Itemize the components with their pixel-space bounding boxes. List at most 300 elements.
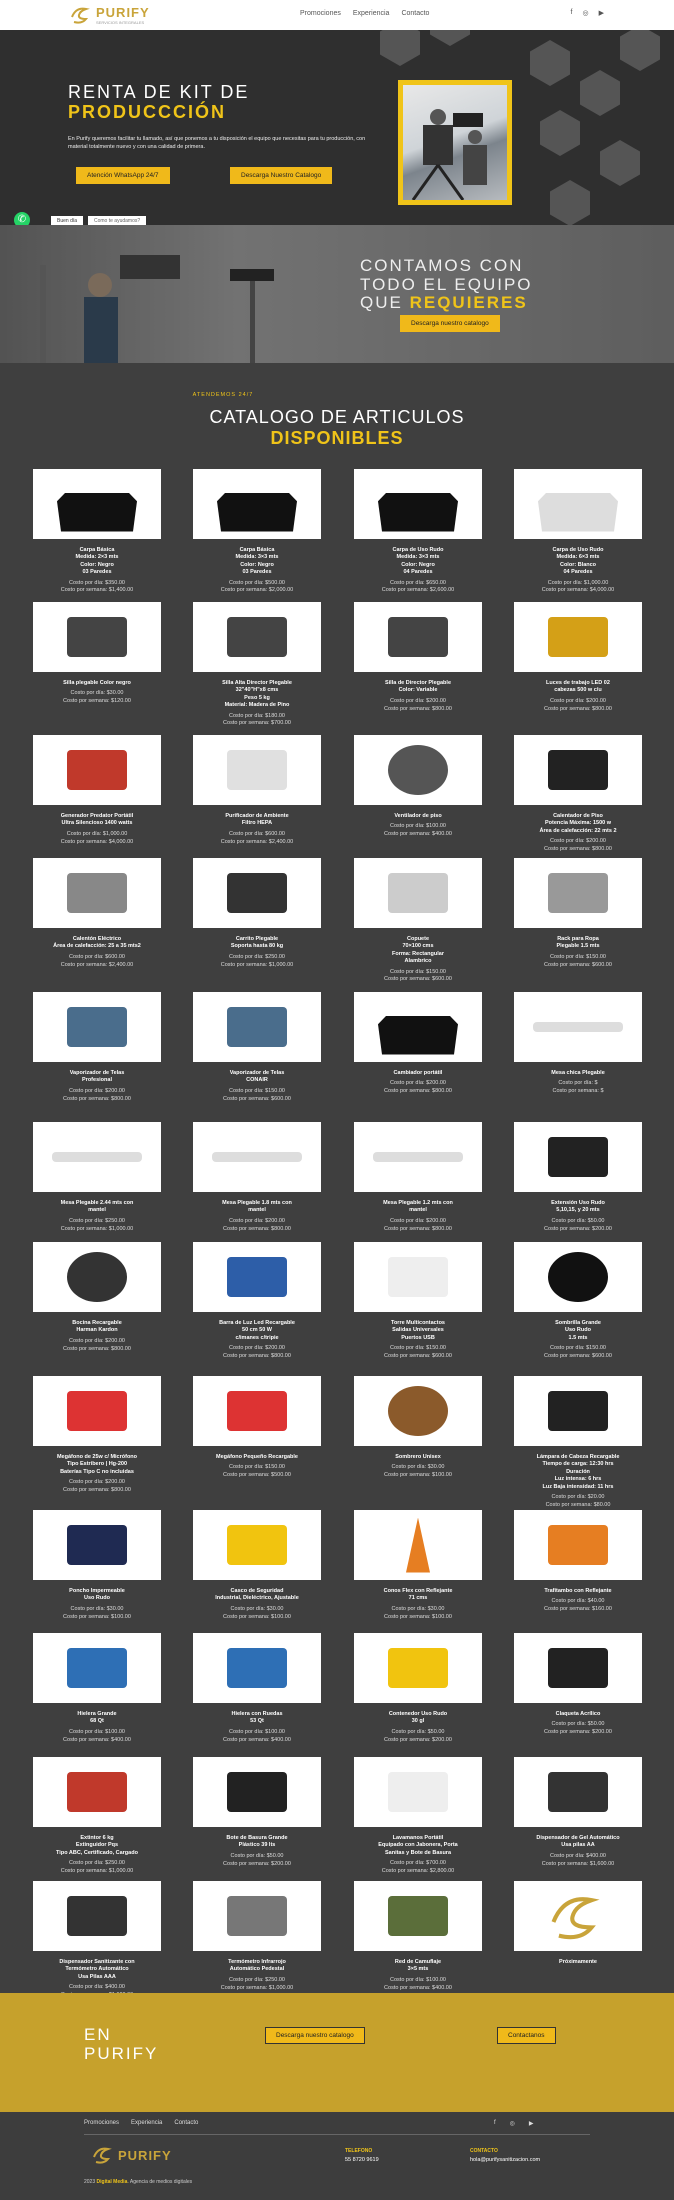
item-image <box>354 1757 482 1827</box>
catalog-item <box>33 1633 161 1744</box>
catalog-item <box>193 1242 321 1361</box>
catalog-item <box>193 1633 321 1744</box>
catalog-item <box>354 1757 482 1876</box>
item-price: Costo por día: $150.00 Costo por semana: $600.00 <box>384 968 452 983</box>
catalog-item <box>33 1881 161 2000</box>
facebook-icon[interactable]: f <box>494 2120 496 2126</box>
facebook-icon[interactable]: f <box>570 9 573 16</box>
item-image <box>33 469 161 539</box>
drum-icon <box>548 1525 608 1565</box>
catalog-item <box>354 858 482 984</box>
brand-name: PURIFY <box>96 5 150 20</box>
hex-decor <box>550 180 590 225</box>
box-icon <box>388 1648 448 1688</box>
catalog-subtitle: DISPONIBLES <box>270 428 404 448</box>
table-icon <box>212 1152 302 1162</box>
item-name: Carpa Básica Medida: 3×3 mts Color: Negro 03 Paredes <box>235 547 279 576</box>
item-image <box>514 1122 642 1192</box>
heater-icon <box>548 750 608 790</box>
youtube-icon[interactable]: ▶ <box>528 2121 534 2127</box>
footer-divider <box>84 2134 590 2135</box>
light-icon <box>548 617 608 657</box>
hero-photo <box>398 80 512 205</box>
cone-icon <box>398 1518 438 1573</box>
item-price: Costo por día: $400.00 Costo por semana: $1,600.00 <box>541 1852 615 1867</box>
hex-decor <box>600 140 640 186</box>
chair-icon <box>67 617 127 657</box>
item-image <box>193 992 321 1062</box>
item-price: Costo por día: $30.00 Costo por semana: $100.00 <box>223 1605 291 1620</box>
cart-icon <box>227 873 287 913</box>
gel-icon <box>67 1896 127 1936</box>
item-image <box>193 1242 321 1312</box>
helmet-icon <box>227 1525 287 1565</box>
item-image <box>514 735 642 805</box>
cooler-icon <box>227 1648 287 1688</box>
item-price: Costo por día: $250.00 Costo por semana: $1,000.00 <box>220 1976 294 1991</box>
chair-icon <box>227 617 287 657</box>
item-name: Poncho Impermeable Uso Rudo <box>69 1588 125 1602</box>
item-name: Generador Predator Portátil Ultra Silencioso 1400 watts <box>60 813 134 827</box>
item-price: Costo por día: $100.00 Costo por semana: $400.00 <box>384 823 452 838</box>
film-crew-image <box>403 85 507 200</box>
equipment-banner <box>0 225 674 363</box>
catalog-item <box>514 1376 642 1509</box>
item-name: Termómetro Infrarrojo Automático Pedestal <box>228 1959 286 1973</box>
catalog-item <box>193 469 321 595</box>
item-name: Megáfono de 25w c/ Micrófono Tipo Estribero | Hg-200 Baterías Tipo C no incluidas <box>56 1454 138 1475</box>
catalog-item <box>193 992 321 1103</box>
footer-brand: PURIFY <box>118 2147 172 2163</box>
ext-icon <box>67 1772 127 1812</box>
catalog-item <box>33 1757 161 1876</box>
net-icon <box>388 1896 448 1936</box>
item-name: Purificador de Ambiente Filtro HEPA <box>225 813 289 827</box>
item-price: Costo por día: $650.00 Costo por semana: $2,600.00 <box>381 579 455 594</box>
item-name: Mesa Plegable 1.8 mts con mantel <box>222 1200 292 1214</box>
bin-icon <box>227 1772 287 1812</box>
item-name: Extensión Uso Rudo 5,10,15, y 20 mts <box>551 1200 605 1214</box>
item-price: Costo por día: $600.00 Costo por semana: $2,400.00 <box>60 953 134 968</box>
hex-decor <box>430 30 470 46</box>
catalog-item <box>33 602 161 706</box>
item-name: Hielera Grande 68 Qt <box>77 1711 117 1725</box>
catalog-item <box>354 1376 482 1480</box>
catalog-item <box>193 1376 321 1480</box>
item-price: Costo por día: $250.00 Costo por semana: $1,000.00 <box>60 1860 134 1874</box>
umbrella-icon <box>548 1252 608 1302</box>
catalog-item <box>354 602 482 713</box>
footer-link-experiencia[interactable]: Experiencia <box>131 2120 163 2126</box>
footer-social <box>494 2120 534 2127</box>
catalog-item <box>193 1510 321 1621</box>
item-price: Costo por día: $20.00 Costo por semana: $80.00 <box>545 1494 611 1508</box>
cta-heading: EN PURIFY <box>84 2025 159 2063</box>
clap-icon <box>548 1648 608 1688</box>
hex-decor <box>580 70 620 116</box>
catalog-item <box>193 735 321 846</box>
item-name: Silla de Director Plegable Color: Variable <box>384 680 452 694</box>
banner-line2: TODO EL EQUIPO <box>360 274 533 294</box>
item-name: Barra de Luz Led Recargable 50 cm 50 W c/imanes c/tripie <box>219 1320 295 1341</box>
item-name: Carpa Básica Medida: 2×3 mts Color: Negro 03 Paredes <box>75 547 119 576</box>
hex-decor <box>530 40 570 86</box>
item-price: Costo por día: $150.00 Costo por semana: $600.00 <box>544 953 612 968</box>
item-name: Rack para Ropa Plegable 1.5 mts <box>556 936 600 950</box>
footer-phone: TELEFONO 55 8720 9619 <box>345 2148 379 2163</box>
item-image <box>193 858 321 928</box>
brand-logo[interactable] <box>70 5 150 25</box>
whatsapp-icon[interactable]: ✆ <box>14 212 30 225</box>
catalog-item <box>514 1881 642 1969</box>
banner-heading <box>360 257 533 313</box>
item-name: Red de Camuflaje 3×5 mts <box>394 1959 442 1973</box>
item-image <box>33 1510 161 1580</box>
item-price: Costo por día: $200.00 Costo por semana: $800.00 <box>223 1217 291 1232</box>
brand-sub: SERVICIOS INTEGRALES <box>96 20 145 25</box>
catalog-item <box>354 735 482 839</box>
item-image <box>354 1376 482 1446</box>
item-image <box>354 1122 482 1192</box>
item-price: Costo por día: $50.00 Costo por semana: $200.00 <box>384 1728 452 1743</box>
item-price: Costo por día: $ Costo por semana: $ <box>552 1080 604 1095</box>
item-price: Costo por día: $200.00 Costo por semana: $800.00 <box>384 1080 452 1095</box>
menu-promociones[interactable]: Promociones <box>300 10 341 17</box>
item-image <box>514 992 642 1062</box>
catalog-item <box>354 1242 482 1361</box>
item-price: Costo por día: $150.00 Costo por semana: $500.00 <box>223 1464 291 1479</box>
banner-line3: QUE REQUIERES <box>360 293 528 313</box>
item-name: Lámpara de Cabeza Recargable Tiempo de carga: 12:30 hrs Duración Luz intensa: 6 hrs Luz Baja intensidad: 11 hrs <box>536 1454 620 1490</box>
heater2-icon <box>67 873 127 913</box>
item-price: Costo por día: $180.00 Costo por semana: $700.00 <box>223 712 291 727</box>
hex-decor <box>380 30 420 66</box>
item-price: Costo por día: $400.00 <box>69 1984 125 1991</box>
chair-icon <box>388 617 448 657</box>
fan-icon <box>388 745 448 795</box>
item-image <box>514 469 642 539</box>
item-name: Copuete 70×100 cms Forma: Rectangular Alambrico <box>392 936 444 965</box>
footer-logo[interactable] <box>92 2145 172 2165</box>
bar-icon <box>227 1257 287 1297</box>
item-image <box>354 1633 482 1703</box>
reel-icon <box>548 1137 608 1177</box>
footer-link-promociones[interactable]: Promociones <box>84 2120 120 2126</box>
steamer-icon <box>227 1007 287 1047</box>
item-image <box>33 992 161 1062</box>
top-nav <box>0 0 674 30</box>
item-name: Hielera con Ruedas 53 Qt <box>231 1711 283 1725</box>
item-name: Contenedor Uso Rudo 30 gl <box>388 1711 448 1725</box>
catalog-item <box>33 735 161 846</box>
youtube-icon[interactable]: ▶ <box>598 10 604 17</box>
item-image <box>514 1881 642 1951</box>
item-image <box>193 735 321 805</box>
cooler-icon <box>67 1648 127 1688</box>
whatsapp-prompt[interactable]: Como te ayudamos? <box>88 216 146 225</box>
download-catalog-button[interactable]: Descarga Nuestro Catalogo <box>230 167 332 184</box>
table-icon <box>533 1022 623 1032</box>
catalog-eyebrow: ATENDEMOS 24/7 <box>192 392 254 398</box>
item-image <box>33 602 161 672</box>
catalog-item <box>514 1242 642 1361</box>
item-image <box>193 1757 321 1827</box>
catalog-item <box>514 735 642 854</box>
item-price: Costo por día: $250.00 Costo por semana: $1,000.00 <box>220 953 294 968</box>
footer-email[interactable]: hola@purifysanitizacion.com <box>470 2156 541 2163</box>
catalog-item <box>33 1376 161 1495</box>
item-image <box>514 858 642 928</box>
banner-line1: CONTAMOS CON <box>360 256 524 275</box>
item-image <box>33 858 161 928</box>
item-name: Sombrero Unisex <box>395 1454 441 1460</box>
item-name: Dispensador de Gel Automático Usa pilas AA <box>536 1835 620 1849</box>
cta-band <box>0 1993 674 2112</box>
item-price: Costo por día: $150.00 Costo por semana: $600.00 <box>384 1345 452 1359</box>
cta-contact-button[interactable]: Contactanos <box>497 2027 556 2044</box>
catalog-item <box>514 469 642 595</box>
instagram-icon[interactable]: ◎ <box>509 2121 515 2127</box>
item-price: Costo por día: $100.00 Costo por semana: $400.00 <box>384 1976 452 1991</box>
table-icon <box>373 1152 463 1162</box>
item-price: Costo por día: $150.00 Costo por semana: $600.00 <box>223 1087 291 1102</box>
catalog-item <box>514 858 642 969</box>
catalog-item <box>354 1122 482 1233</box>
footer-link-contacto[interactable]: Contacto <box>174 2120 199 2126</box>
item-name: Carpa de Uso Rudo Medida: 6×3 mts Color: Blanco 04 Paredes <box>552 547 604 576</box>
catalog-item <box>514 1633 642 1737</box>
catalog-item <box>354 469 482 595</box>
item-image <box>33 1376 161 1446</box>
item-price: Costo por día: $200.00 Costo por semana: $800.00 <box>63 1087 131 1102</box>
item-name: Extintor 6 kg Extinguidor Pqs Tipo ABC, Certificado, Cargado <box>56 1835 138 1856</box>
item-name: Vaporizador de Telas Profesional <box>69 1070 125 1084</box>
item-image <box>193 1376 321 1446</box>
logo-mark-icon <box>548 1889 608 1944</box>
tent-icon <box>57 477 137 532</box>
item-image <box>354 602 482 672</box>
item-image <box>33 1122 161 1192</box>
item-price: Costo por día: $500.00 Costo por semana: $2,000.00 <box>220 579 294 594</box>
tent-icon <box>217 477 297 532</box>
catalog-item <box>514 602 642 713</box>
item-price: Costo por día: $700.00 Costo por semana: $2,800.00 <box>381 1860 455 1874</box>
item-name: Próximamente <box>559 1959 597 1965</box>
item-image <box>33 1242 161 1312</box>
item-price: Costo por día: $350.00 Costo por semana: $1,400.00 <box>60 579 134 594</box>
item-image <box>193 1510 321 1580</box>
item-image <box>354 1510 482 1580</box>
whatsapp-greeting[interactable]: Buen día <box>51 216 83 225</box>
catalog-item <box>193 1122 321 1233</box>
menu-experiencia[interactable]: Experiencia <box>352 10 390 17</box>
item-image <box>33 1757 161 1827</box>
rack-icon <box>548 873 608 913</box>
logo-mark-icon <box>70 5 92 25</box>
item-name: Carrito Plegable Soporta hasta 80 kg <box>230 936 284 950</box>
megaphone-icon <box>67 1391 127 1431</box>
item-image <box>514 1242 642 1312</box>
item-image <box>354 858 482 928</box>
hero-text: En Purify queremos facilitar tu llamado, así que ponemos a tu disposición el equipo que necesitas para tu producción, con material totalmente nuevo y con una calidad de primera. <box>68 136 366 150</box>
cta-download-button[interactable]: Descarga nuestro catalogo <box>265 2027 365 2044</box>
item-price: Costo por día: $50.00 Costo por semana: $200.00 <box>544 1217 612 1232</box>
steamer-icon <box>67 1007 127 1047</box>
item-price: Costo por día: $1,000.00 Costo por semana: $4,000.00 <box>60 830 134 845</box>
hero-title-line1: RENTA DE KIT DE <box>68 82 250 102</box>
gen-icon <box>67 750 127 790</box>
hex-decor <box>620 30 660 71</box>
catalog-title: CATALOGO DE ARTICULOS <box>209 407 465 427</box>
item-image <box>33 1881 161 1951</box>
item-image <box>193 1633 321 1703</box>
gel-icon <box>548 1772 608 1812</box>
catalog-item <box>193 858 321 969</box>
item-price: Costo por día: $250.00 Costo por semana: $1,000.00 <box>60 1217 134 1232</box>
item-image <box>354 469 482 539</box>
thermo-icon <box>227 1896 287 1936</box>
item-price: Costo por día: $30.00 Costo por semana: $100.00 <box>384 1464 452 1479</box>
lamp-icon <box>548 1391 608 1431</box>
catalog-item <box>33 469 161 595</box>
hero-title-line2: PRODUCCCIÓN <box>68 102 227 122</box>
hero-section <box>0 30 674 225</box>
footer-contact: CONTACTO hola@purifysanitizacion.com <box>470 2148 541 2163</box>
catalog-item <box>193 602 321 728</box>
instagram-icon[interactable]: ◎ <box>582 10 589 17</box>
tent-icon <box>378 1000 458 1055</box>
social-links <box>571 9 604 17</box>
item-name: Casco de Seguridad Industrial, Dieléctrico, Ajustable <box>215 1588 299 1602</box>
item-image <box>514 1376 642 1446</box>
item-price: Costo por día: $150.00 Costo por semana: $600.00 <box>544 1345 612 1359</box>
item-price: Costo por día: $200.00 Costo por semana: $800.00 <box>63 1337 131 1352</box>
item-name: Dispensador Sanitizante con Termómetro Automático Usa Pilas AAA <box>59 1959 135 1980</box>
catalog-section <box>0 392 674 1991</box>
catalog-grid <box>0 449 674 1991</box>
table-icon <box>52 1152 142 1162</box>
catalog-item <box>33 858 161 969</box>
catalog-item <box>193 1881 321 1992</box>
item-price: Costo por día: $30.00 Costo por semana: $100.00 <box>384 1605 452 1620</box>
catalog-item <box>33 1242 161 1353</box>
hat-icon <box>388 1386 448 1436</box>
catalog-item <box>354 1633 482 1744</box>
main-menu <box>300 10 429 17</box>
hex-decor <box>540 110 580 156</box>
item-name: Claqueta Acrílico <box>555 1711 601 1717</box>
item-name: Conos Flex con Reflejante 71 cms <box>383 1588 453 1602</box>
item-image <box>33 735 161 805</box>
footer <box>0 2112 674 2200</box>
item-name: Torre Multicontactos Salidas Universales Puertos USB <box>391 1320 445 1341</box>
item-price: Costo por día: $50.00 Costo por semana: $200.00 <box>223 1852 291 1867</box>
catalog-item <box>354 992 482 1096</box>
item-name: Mesa Plegable 2.44 mts con mantel <box>60 1200 134 1214</box>
catalog-item <box>33 992 161 1103</box>
item-name: Luces de trabajo LED 02 cabezas 500 w c/u <box>546 680 610 694</box>
poncho-icon <box>67 1525 127 1565</box>
tent-white-icon <box>538 477 618 532</box>
item-name: Mesa Plegable 1.2 mts con mantel <box>383 1200 453 1214</box>
catalog-item <box>33 1122 161 1233</box>
item-name: Silla Alta Director Plegable 32"40"H"x8 cms Peso 5 kg Material: Madera de Pino <box>222 680 292 709</box>
item-image <box>354 992 482 1062</box>
item-name: Silla plegable Color negro <box>63 680 131 686</box>
item-price: Costo por día: $200.00 Costo por semana: $800.00 <box>544 838 612 852</box>
catalog-item <box>193 1757 321 1868</box>
item-name: Calentón Eléctrico Área de calefacción: 25 a 35 mts2 <box>53 936 141 950</box>
item-price: Costo por día: $200.00 Costo por semana: $800.00 <box>544 697 612 712</box>
item-name: Cambiador portátil <box>393 1070 443 1076</box>
catalog-item <box>514 1757 642 1868</box>
item-name: Carpa de Uso Rudo Medida: 3×3 mts Color: Negro 04 Paredes <box>392 547 444 576</box>
item-name: Ventilador de piso <box>394 813 442 819</box>
catalog-item <box>514 992 642 1096</box>
item-name: Mesa chica Plegable <box>551 1070 605 1076</box>
item-price: Costo por día: $100.00 Costo por semana: $400.00 <box>223 1728 291 1743</box>
item-image <box>354 1881 482 1951</box>
item-image <box>514 1510 642 1580</box>
item-name: Bocina Recargable Harman Kardon <box>72 1320 122 1334</box>
purifier-icon <box>227 750 287 790</box>
catalog-item <box>514 1510 642 1614</box>
megaphone-icon <box>227 1391 287 1431</box>
catalog-item <box>33 1510 161 1621</box>
speaker-icon <box>67 1252 127 1302</box>
item-image <box>354 735 482 805</box>
item-name: Sombrilla Grande Uso Rudo 1.5 mts <box>555 1320 601 1341</box>
copyright: 2023 Digital Media. Agencia de medios digitales <box>84 2179 193 2185</box>
item-price: Costo por día: $1,000.00 Costo por semana: $4,000.00 <box>541 579 615 594</box>
item-image <box>514 1757 642 1827</box>
item-image <box>514 1633 642 1703</box>
item-name: Bote de Basura Grande Plástico 39 lts <box>226 1835 288 1849</box>
tent-icon <box>378 477 458 532</box>
item-price: Costo por día: $50.00 Costo por semana: $200.00 <box>544 1721 612 1736</box>
banner-download-button[interactable]: Descarga nuestro catalogo <box>400 315 500 332</box>
whatsapp-button[interactable]: Atención WhatsApp 24/7 <box>76 167 170 184</box>
item-price: Costo por día: $40.00 Costo por semana: $160.00 <box>544 1598 612 1613</box>
item-price: Costo por día: $100.00 Costo por semana: $400.00 <box>63 1728 131 1743</box>
item-price: Costo por día: $200.00 Costo por semana: $800.00 <box>223 1345 291 1359</box>
catalog-item <box>354 1881 482 1992</box>
catalog-item <box>514 1122 642 1233</box>
item-name: Lavamanos Portátil Equipado con Jabonera, Porta Sanitas y Bote de Basura <box>378 1835 458 1856</box>
item-image <box>193 469 321 539</box>
item-image <box>33 1633 161 1703</box>
sink-icon <box>388 1772 448 1812</box>
mirror-icon <box>388 873 448 913</box>
item-image <box>193 602 321 672</box>
item-name: Calentador de Piso Potencia Máxima: 1500 w Área de calefacción: 22 mts 2 <box>539 813 617 834</box>
item-name: Megáfono Pequeño Recargable <box>216 1454 298 1460</box>
item-price: Costo por día: $200.00 Costo por semana: $800.00 <box>384 697 452 712</box>
logo-mark-icon <box>92 2145 114 2165</box>
item-price: Costo por día: $30.00 Costo por semana: $120.00 <box>63 690 131 705</box>
item-image <box>514 602 642 672</box>
item-price: Costo por día: $600.00 Costo por semana: $2,400.00 <box>220 830 294 845</box>
footer-menu <box>84 2120 198 2126</box>
catalog-item <box>354 1510 482 1621</box>
item-image <box>354 1242 482 1312</box>
item-image <box>193 1881 321 1951</box>
menu-contacto[interactable]: Contacto <box>401 10 430 17</box>
tower-icon <box>388 1257 448 1297</box>
item-name: Vaporizador de Telas CONAIR <box>229 1070 285 1084</box>
item-price: Costo por día: $200.00 Costo por semana: $800.00 <box>63 1479 131 1493</box>
item-price: Costo por día: $30.00 Costo por semana: $100.00 <box>63 1605 131 1620</box>
